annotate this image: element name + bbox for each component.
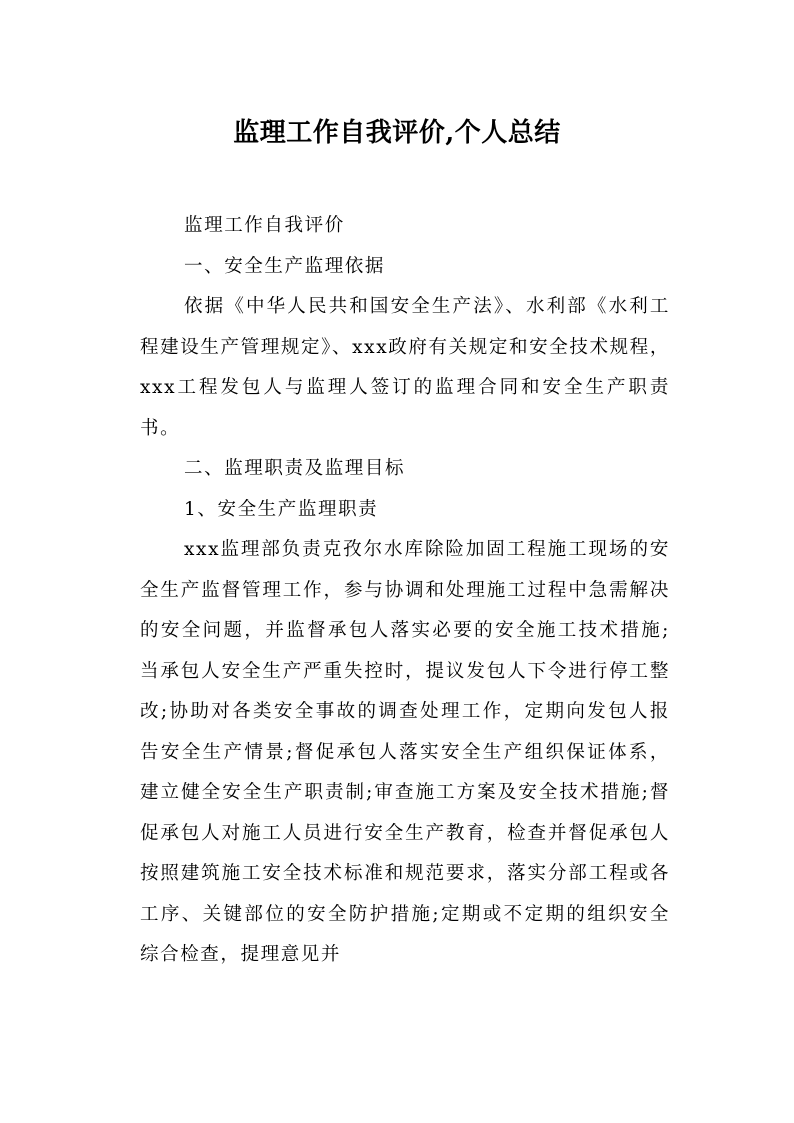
paragraph-basis: 依据《中华人民共和国安全生产法》、水利部《水利工程建设生产管理规定》、xxx政府有关规定和安全技术规程，xxx工程发包人与监理人签订的监理合同和安全生产职责书。: [140, 296, 670, 439]
paragraph-safety-duties: xxx监理部负责克孜尔水库除险加固工程施工现场的安全生产监督管理工作，参与协调和处理施工过程中急需解决的安全问题，并监督承包人落实必要的安全施工技术措施;当承包人安全生产严重失控时，提议发包人下令进行停工整改;协助对各类安全事故的调查处理工作，定期向发包人报告安全生产情景;督促承包人落实安全生产组织保证体系，建立健全安全生产职责制;审查施工方案及安全技术措施;督促承包人对施工人员进行安全生产教育，检查并督促承包人按照建筑施工安全技术标准和规范要求，落实分部工程或各工序、关键部位的安全防护措施;定期或不定期的组织安全综合检查，提理意见并: [140, 539, 670, 965]
subsection-heading-safety-duties: 1、安全生产监理职责: [184, 498, 379, 520]
section-heading-duties: 二、监理职责及监理目标: [184, 458, 406, 479]
section-heading-basis: 一、安全生产监理依据: [184, 255, 386, 277]
document-body: [140, 206, 670, 976]
document-title: 监理工作自我评价,个人总结: [233, 118, 561, 148]
heading-self-evaluation: 监理工作自我评价: [184, 215, 345, 236]
